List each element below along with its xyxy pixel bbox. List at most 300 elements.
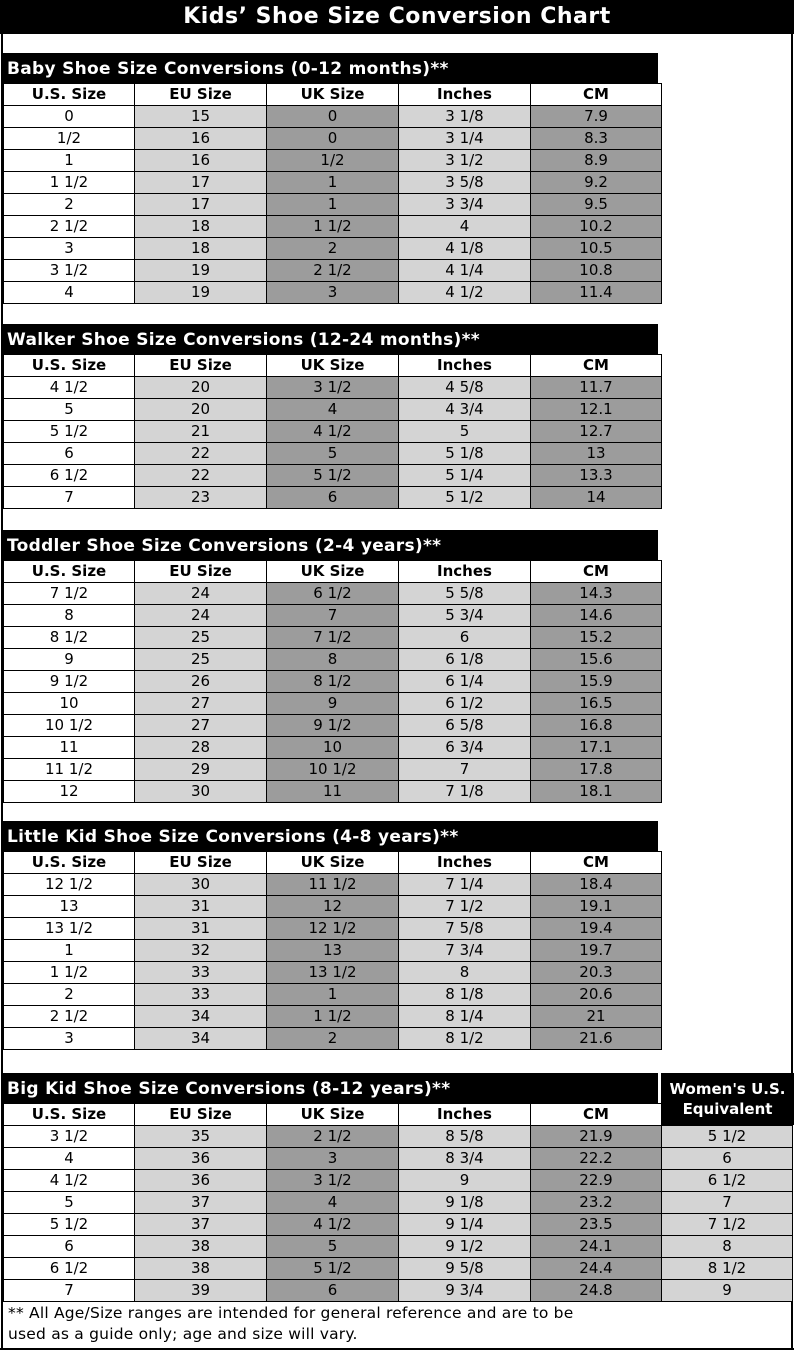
eu-size-cell: 15	[135, 106, 267, 128]
table-row	[4, 465, 662, 487]
inches-cell: 5 1/2	[399, 487, 531, 509]
us-size-cell: 9 1/2	[4, 671, 135, 693]
eu-size-cell: 37	[135, 1192, 267, 1214]
conversion-table	[3, 851, 662, 1050]
cm-cell: 18.1	[531, 781, 662, 803]
uk-size-cell: 6	[267, 487, 399, 509]
eu-size-cell: 35	[135, 1126, 267, 1148]
eu-size-cell: 20	[135, 377, 267, 399]
womens-size-cell: 8 1/2	[662, 1258, 793, 1280]
section-title: Toddler Shoe Size Conversions (2-4 years)**	[3, 530, 658, 560]
eu-size-cell: 33	[135, 962, 267, 984]
us-size-cell: 1 1/2	[4, 962, 135, 984]
eu-size-cell: 30	[135, 874, 267, 896]
inches-cell: 7 1/4	[399, 874, 531, 896]
cm-cell: 11.7	[531, 377, 662, 399]
table-row	[4, 1280, 793, 1302]
inches-cell: 8 3/4	[399, 1148, 531, 1170]
uk-size-cell: 1	[267, 172, 399, 194]
table-row	[4, 649, 662, 671]
inches-cell: 9 5/8	[399, 1258, 531, 1280]
eu-size-cell: 28	[135, 737, 267, 759]
table-row	[4, 1006, 662, 1028]
inches-cell: 4 1/8	[399, 238, 531, 260]
inches-cell: 5 3/4	[399, 605, 531, 627]
uk-size-cell: 10 1/2	[267, 759, 399, 781]
cm-cell: 21.9	[531, 1126, 662, 1148]
us-size-cell: 9	[4, 649, 135, 671]
us-size-cell: 2	[4, 194, 135, 216]
inches-cell: 4 5/8	[399, 377, 531, 399]
uk-size-cell: 4 1/2	[267, 421, 399, 443]
inches-cell: 7 1/8	[399, 781, 531, 803]
cm-cell: 15.6	[531, 649, 662, 671]
cm-cell: 16.8	[531, 715, 662, 737]
eu-size-cell: 38	[135, 1258, 267, 1280]
us-size-cell: 6	[4, 443, 135, 465]
us-size-cell: 8 1/2	[4, 627, 135, 649]
table-row	[4, 1236, 793, 1258]
eu-size-cell: 25	[135, 627, 267, 649]
uk-size-cell: 2 1/2	[267, 260, 399, 282]
table-row	[4, 1170, 793, 1192]
uk-size-cell: 4	[267, 399, 399, 421]
cm-column-header: CM	[531, 852, 662, 874]
cm-cell: 20.6	[531, 984, 662, 1006]
cm-cell: 9.2	[531, 172, 662, 194]
inches-cell: 4 1/4	[399, 260, 531, 282]
uk-size-cell: 7	[267, 605, 399, 627]
table-row	[4, 172, 662, 194]
table-row	[4, 671, 662, 693]
womens-size-cell: 6 1/2	[662, 1170, 793, 1192]
cm-cell: 10.5	[531, 238, 662, 260]
us-size-cell: 0	[4, 106, 135, 128]
inches-column-header: Inches	[399, 561, 531, 583]
inches-cell: 7 1/2	[399, 896, 531, 918]
cm-cell: 19.1	[531, 896, 662, 918]
header-row	[4, 84, 662, 106]
table-row	[4, 984, 662, 1006]
eu-size-cell: 16	[135, 128, 267, 150]
inches-cell: 4 3/4	[399, 399, 531, 421]
uk-size-cell: 0	[267, 106, 399, 128]
womens-head-line1: Women's U.S.	[669, 1080, 786, 1098]
us-size-cell: 3 1/2	[4, 260, 135, 282]
cm-cell: 10.8	[531, 260, 662, 282]
eu-size-cell: 24	[135, 605, 267, 627]
inches-cell: 9 1/2	[399, 1236, 531, 1258]
inches-cell: 6 5/8	[399, 715, 531, 737]
cm-cell: 14.6	[531, 605, 662, 627]
us-column-header: U.S. Size	[4, 84, 135, 106]
baby-section	[3, 53, 662, 304]
cm-cell: 7.9	[531, 106, 662, 128]
header-row	[4, 561, 662, 583]
uk-size-cell: 4	[267, 1192, 399, 1214]
uk-size-cell: 8	[267, 649, 399, 671]
table-row	[4, 128, 662, 150]
uk-size-cell: 3 1/2	[267, 377, 399, 399]
inches-cell: 5 1/8	[399, 443, 531, 465]
cm-cell: 19.7	[531, 940, 662, 962]
cm-cell: 21.6	[531, 1028, 662, 1050]
table-row	[4, 282, 662, 304]
eu-size-cell: 24	[135, 583, 267, 605]
cm-cell: 8.9	[531, 150, 662, 172]
conversion-table	[3, 354, 662, 509]
eu-size-cell: 27	[135, 693, 267, 715]
uk-column-header: UK Size	[267, 852, 399, 874]
cm-cell: 10.2	[531, 216, 662, 238]
cm-cell: 17.1	[531, 737, 662, 759]
section-title: Big Kid Shoe Size Conversions (8-12 years)**	[3, 1073, 658, 1103]
us-size-cell: 4 1/2	[4, 1170, 135, 1192]
eu-size-cell: 27	[135, 715, 267, 737]
uk-size-cell: 11	[267, 781, 399, 803]
bigkid-section	[3, 1073, 793, 1302]
eu-size-cell: 19	[135, 260, 267, 282]
us-column-header: U.S. Size	[4, 561, 135, 583]
us-size-cell: 2 1/2	[4, 216, 135, 238]
table-row	[4, 106, 662, 128]
walker-section	[3, 324, 662, 509]
table-row	[4, 693, 662, 715]
uk-size-cell: 12	[267, 896, 399, 918]
cm-cell: 16.5	[531, 693, 662, 715]
womens-size-cell: 8	[662, 1236, 793, 1258]
uk-column-header: UK Size	[267, 561, 399, 583]
us-size-cell: 1	[4, 150, 135, 172]
littlekid-section	[3, 821, 662, 1050]
us-column-header: U.S. Size	[4, 1104, 135, 1126]
uk-size-cell: 5 1/2	[267, 1258, 399, 1280]
cm-cell: 17.8	[531, 759, 662, 781]
table-row	[4, 715, 662, 737]
us-size-cell: 2 1/2	[4, 1006, 135, 1028]
uk-size-cell: 2	[267, 1028, 399, 1050]
us-size-cell: 2	[4, 984, 135, 1006]
table-row	[4, 1214, 793, 1236]
inches-cell: 8 1/2	[399, 1028, 531, 1050]
inches-cell: 9	[399, 1170, 531, 1192]
uk-size-cell: 1	[267, 984, 399, 1006]
footnote	[8, 1303, 788, 1345]
eu-size-cell: 22	[135, 465, 267, 487]
us-size-cell: 7 1/2	[4, 583, 135, 605]
uk-size-cell: 6	[267, 1280, 399, 1302]
uk-column-header: UK Size	[267, 1104, 399, 1126]
us-size-cell: 5 1/2	[4, 1214, 135, 1236]
inches-cell: 3 3/4	[399, 194, 531, 216]
eu-size-cell: 22	[135, 443, 267, 465]
eu-size-cell: 18	[135, 238, 267, 260]
table-row	[4, 1148, 793, 1170]
inches-column-header: Inches	[399, 84, 531, 106]
uk-size-cell: 5	[267, 443, 399, 465]
inches-cell: 5 1/4	[399, 465, 531, 487]
us-size-cell: 12	[4, 781, 135, 803]
cm-column-header: CM	[531, 84, 662, 106]
eu-size-cell: 39	[135, 1280, 267, 1302]
footnote-line2: used as a guide only; age and size will vary.	[8, 1325, 358, 1343]
table-row	[4, 1028, 662, 1050]
womens-size-cell: 6	[662, 1148, 793, 1170]
table-row	[4, 194, 662, 216]
table-row	[4, 1192, 793, 1214]
eu-size-cell: 33	[135, 984, 267, 1006]
uk-size-cell: 4 1/2	[267, 1214, 399, 1236]
eu-size-cell: 36	[135, 1148, 267, 1170]
inches-cell: 9 3/4	[399, 1280, 531, 1302]
section-title: Little Kid Shoe Size Conversions (4-8 years)**	[3, 821, 658, 851]
cm-cell: 14	[531, 487, 662, 509]
us-size-cell: 4	[4, 282, 135, 304]
us-size-cell: 6 1/2	[4, 1258, 135, 1280]
inches-cell: 4	[399, 216, 531, 238]
uk-size-cell: 1 1/2	[267, 216, 399, 238]
inches-cell: 5	[399, 421, 531, 443]
uk-size-cell: 3	[267, 1148, 399, 1170]
womens-equivalent-header	[661, 1073, 794, 1125]
eu-size-cell: 18	[135, 216, 267, 238]
uk-column-header: UK Size	[267, 84, 399, 106]
cm-cell: 15.9	[531, 671, 662, 693]
us-column-header: U.S. Size	[4, 355, 135, 377]
uk-size-cell: 2	[267, 238, 399, 260]
eu-size-cell: 25	[135, 649, 267, 671]
uk-size-cell: 3	[267, 282, 399, 304]
us-size-cell: 12 1/2	[4, 874, 135, 896]
eu-column-header: EU Size	[135, 355, 267, 377]
inches-cell: 7	[399, 759, 531, 781]
uk-size-cell: 12 1/2	[267, 918, 399, 940]
table-row	[4, 421, 662, 443]
section-title: Baby Shoe Size Conversions (0-12 months)**	[3, 53, 658, 83]
us-size-cell: 3	[4, 1028, 135, 1050]
table-row	[4, 150, 662, 172]
uk-size-cell: 1	[267, 194, 399, 216]
eu-size-cell: 34	[135, 1006, 267, 1028]
us-size-cell: 1 1/2	[4, 172, 135, 194]
us-size-cell: 7	[4, 487, 135, 509]
header-row	[4, 852, 662, 874]
table-row	[4, 627, 662, 649]
uk-size-cell: 13 1/2	[267, 962, 399, 984]
cm-column-header: CM	[531, 1104, 662, 1126]
eu-size-cell: 31	[135, 896, 267, 918]
eu-size-cell: 23	[135, 487, 267, 509]
us-size-cell: 1	[4, 940, 135, 962]
us-size-cell: 5 1/2	[4, 421, 135, 443]
inches-cell: 9 1/8	[399, 1192, 531, 1214]
eu-size-cell: 37	[135, 1214, 267, 1236]
eu-size-cell: 36	[135, 1170, 267, 1192]
table-row	[4, 399, 662, 421]
inches-cell: 3 1/8	[399, 106, 531, 128]
eu-size-cell: 17	[135, 194, 267, 216]
inches-column-header: Inches	[399, 852, 531, 874]
us-size-cell: 10	[4, 693, 135, 715]
table-row	[4, 1126, 793, 1148]
eu-size-cell: 21	[135, 421, 267, 443]
table-row	[4, 260, 662, 282]
conversion-table	[3, 83, 662, 304]
eu-size-cell: 16	[135, 150, 267, 172]
us-size-cell: 11 1/2	[4, 759, 135, 781]
us-size-cell: 4	[4, 1148, 135, 1170]
table-row	[4, 1258, 793, 1280]
cm-cell: 22.9	[531, 1170, 662, 1192]
eu-size-cell: 31	[135, 918, 267, 940]
uk-size-cell: 6 1/2	[267, 583, 399, 605]
uk-size-cell: 10	[267, 737, 399, 759]
eu-size-cell: 32	[135, 940, 267, 962]
eu-size-cell: 29	[135, 759, 267, 781]
table-row	[4, 238, 662, 260]
eu-size-cell: 34	[135, 1028, 267, 1050]
inches-cell: 6 1/4	[399, 671, 531, 693]
inches-cell: 8	[399, 962, 531, 984]
womens-size-cell: 7	[662, 1192, 793, 1214]
table-row	[4, 737, 662, 759]
eu-size-cell: 30	[135, 781, 267, 803]
cm-cell: 12.7	[531, 421, 662, 443]
uk-size-cell: 9	[267, 693, 399, 715]
cm-cell: 23.2	[531, 1192, 662, 1214]
cm-cell: 24.8	[531, 1280, 662, 1302]
uk-column-header: UK Size	[267, 355, 399, 377]
cm-cell: 12.1	[531, 399, 662, 421]
us-size-cell: 6	[4, 1236, 135, 1258]
uk-size-cell: 0	[267, 128, 399, 150]
footnote-line1: ** All Age/Size ranges are intended for general reference and are to be	[8, 1304, 574, 1322]
section-title: Walker Shoe Size Conversions (12-24 months)**	[3, 324, 658, 354]
table-row	[4, 583, 662, 605]
inches-cell: 8 1/8	[399, 984, 531, 1006]
inches-cell: 6 1/2	[399, 693, 531, 715]
inches-cell: 8 1/4	[399, 1006, 531, 1028]
table-row	[4, 759, 662, 781]
eu-size-cell: 26	[135, 671, 267, 693]
cm-cell: 22.2	[531, 1148, 662, 1170]
inches-cell: 3 5/8	[399, 172, 531, 194]
us-size-cell: 4 1/2	[4, 377, 135, 399]
inches-cell: 7 5/8	[399, 918, 531, 940]
table-row	[4, 377, 662, 399]
cm-cell: 24.4	[531, 1258, 662, 1280]
us-size-cell: 10 1/2	[4, 715, 135, 737]
cm-cell: 18.4	[531, 874, 662, 896]
uk-size-cell: 5 1/2	[267, 465, 399, 487]
conversion-table	[3, 560, 662, 803]
inches-cell: 6	[399, 627, 531, 649]
table-row	[4, 962, 662, 984]
uk-size-cell: 1/2	[267, 150, 399, 172]
us-size-cell: 3 1/2	[4, 1126, 135, 1148]
us-column-header: U.S. Size	[4, 852, 135, 874]
womens-head-line2: Equivalent	[682, 1100, 773, 1118]
cm-cell: 11.4	[531, 282, 662, 304]
table-row	[4, 896, 662, 918]
eu-column-header: EU Size	[135, 84, 267, 106]
cm-cell: 15.2	[531, 627, 662, 649]
header-row	[4, 355, 662, 377]
inches-cell: 3 1/2	[399, 150, 531, 172]
eu-size-cell: 20	[135, 399, 267, 421]
us-size-cell: 5	[4, 1192, 135, 1214]
uk-size-cell: 13	[267, 940, 399, 962]
us-size-cell: 5	[4, 399, 135, 421]
table-row	[4, 874, 662, 896]
uk-size-cell: 1 1/2	[267, 1006, 399, 1028]
eu-column-header: EU Size	[135, 561, 267, 583]
table-row	[4, 918, 662, 940]
inches-cell: 8 5/8	[399, 1126, 531, 1148]
page-title: Kids’ Shoe Size Conversion Chart	[0, 0, 794, 34]
conversion-table	[3, 1103, 793, 1302]
cm-cell: 21	[531, 1006, 662, 1028]
uk-size-cell: 5	[267, 1236, 399, 1258]
us-size-cell: 7	[4, 1280, 135, 1302]
uk-size-cell: 3 1/2	[267, 1170, 399, 1192]
inches-cell: 4 1/2	[399, 282, 531, 304]
cm-cell: 13	[531, 443, 662, 465]
eu-column-header: EU Size	[135, 1104, 267, 1126]
table-row	[4, 216, 662, 238]
womens-size-cell: 7 1/2	[662, 1214, 793, 1236]
us-size-cell: 13	[4, 896, 135, 918]
inches-cell: 5 5/8	[399, 583, 531, 605]
table-row	[4, 443, 662, 465]
inches-cell: 7 3/4	[399, 940, 531, 962]
inches-column-header: Inches	[399, 355, 531, 377]
uk-size-cell: 7 1/2	[267, 627, 399, 649]
uk-size-cell: 2 1/2	[267, 1126, 399, 1148]
uk-size-cell: 11 1/2	[267, 874, 399, 896]
cm-cell: 19.4	[531, 918, 662, 940]
uk-size-cell: 8 1/2	[267, 671, 399, 693]
cm-cell: 20.3	[531, 962, 662, 984]
us-size-cell: 6 1/2	[4, 465, 135, 487]
toddler-section	[3, 530, 662, 803]
inches-cell: 3 1/4	[399, 128, 531, 150]
cm-cell: 13.3	[531, 465, 662, 487]
cm-column-header: CM	[531, 561, 662, 583]
womens-size-cell: 9	[662, 1280, 793, 1302]
cm-column-header: CM	[531, 355, 662, 377]
us-size-cell: 13 1/2	[4, 918, 135, 940]
us-size-cell: 8	[4, 605, 135, 627]
uk-size-cell: 9 1/2	[267, 715, 399, 737]
cm-cell: 24.1	[531, 1236, 662, 1258]
cm-cell: 23.5	[531, 1214, 662, 1236]
cm-cell: 8.3	[531, 128, 662, 150]
eu-size-cell: 19	[135, 282, 267, 304]
table-row	[4, 487, 662, 509]
cm-cell: 9.5	[531, 194, 662, 216]
inches-column-header: Inches	[399, 1104, 531, 1126]
inches-cell: 9 1/4	[399, 1214, 531, 1236]
us-size-cell: 1/2	[4, 128, 135, 150]
cm-cell: 14.3	[531, 583, 662, 605]
table-row	[4, 781, 662, 803]
womens-size-cell: 5 1/2	[662, 1126, 793, 1148]
us-size-cell: 3	[4, 238, 135, 260]
inches-cell: 6 1/8	[399, 649, 531, 671]
inches-cell: 6 3/4	[399, 737, 531, 759]
us-size-cell: 11	[4, 737, 135, 759]
